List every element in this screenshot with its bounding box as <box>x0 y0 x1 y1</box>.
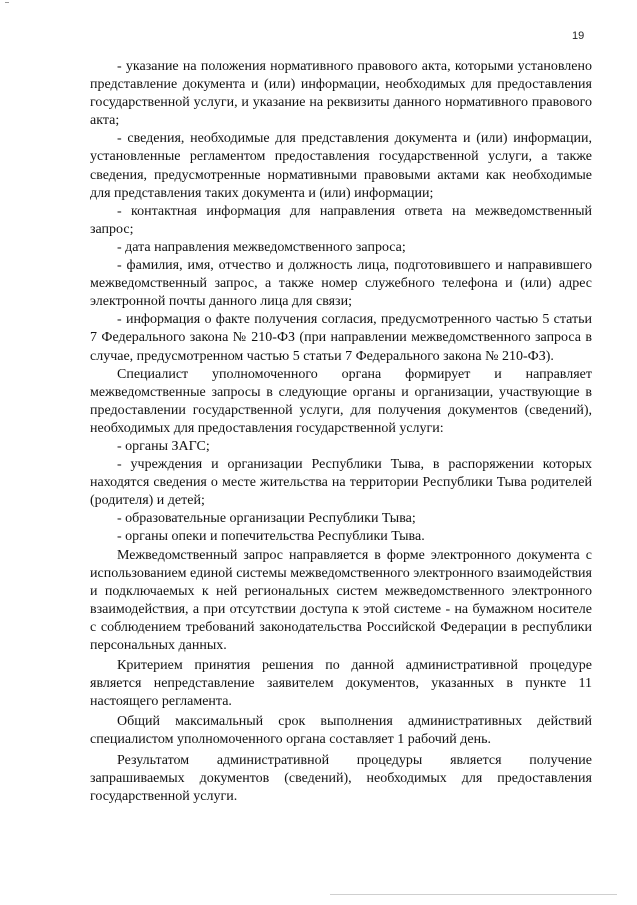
paragraph: Общий максимальный срок выполнения административных действий специалистом уполномоченного органа составляет 1 рабочий день. <box>90 714 592 748</box>
paragraph: Результатом административной процедуры является получение запрашиваемых документов (сведений), необходимых для предоставления государственной услуги. <box>90 752 592 804</box>
paragraph: Специалист уполномоченного органа формирует и направляет межведомственные запросы в следующие органы и организации, участвующие в предоставлении государственной услуги, для получения документов (сведений), необходимых для предоставления государственной услуги: <box>90 366 592 436</box>
paragraph: - указание на положения нормативного правового акта, которыми установлено представление документа и (или) информации, необходимых для предоставления государственной услуги, и указание на реквизиты данного нормативного правового акта; <box>90 59 592 129</box>
paragraph: Критерием принятия решения по данной административной процедуре является непредставление заявителем документов, указанных в пункте 11 настоящего регламента. <box>90 658 592 710</box>
scan-mark <box>5 2 9 3</box>
paragraph: - органы ЗАГС; <box>117 438 210 454</box>
paragraph: - фамилия, имя, отчество и должность лица, подготовившего и направившего межведомственный запрос, а также номер служебного телефона и (или) адрес электронной почты данного лица для связи; <box>90 258 592 310</box>
paragraph: - сведения, необходимые для представления документа и (или) информации, установленные регламентом предоставления государственной услуги, а также сведения, предусмотренные нормативными правовыми актами как необходимые для представления таких документа и (или) информации; <box>90 131 592 201</box>
paragraph: - учреждения и организации Республики Тыва, в распоряжении которых находятся сведения о месте жительства на территории Республики Тыва родителей (родителя) и детей; <box>90 457 592 509</box>
paragraph: - дата направления межведомственного запроса; <box>117 239 406 255</box>
paragraph: - образовательные организации Республики Тыва; <box>117 511 416 527</box>
paragraph: - органы опеки и попечительства Республики Тыва. <box>117 529 425 545</box>
page-number: 19 <box>572 30 585 42</box>
paragraph: - информация о факте получения согласия, предусмотренного частью 5 статьи 7 Федерального закона № 210-ФЗ (при направлении межведомственного запроса в случае, предусмотренном частью 5 статьи 7 Федерального закона № 210-ФЗ). <box>90 312 592 364</box>
footer-divider <box>330 894 617 895</box>
document-body <box>90 58 592 806</box>
paragraph: Межведомственный запрос направляется в форме электронного документа с использованием единой системы межведомственного электронного взаимодействия и подключаемых к ней региональных систем межведомственного электронного взаимодействия, а при отсутствии доступа к этой системе - на бумажном носителе с соблюдением требований законодательства Российской Федерации в республики персональных данных. <box>90 547 592 653</box>
paragraph: - контактная информация для направления ответа на межведомственный запрос; <box>90 203 592 237</box>
